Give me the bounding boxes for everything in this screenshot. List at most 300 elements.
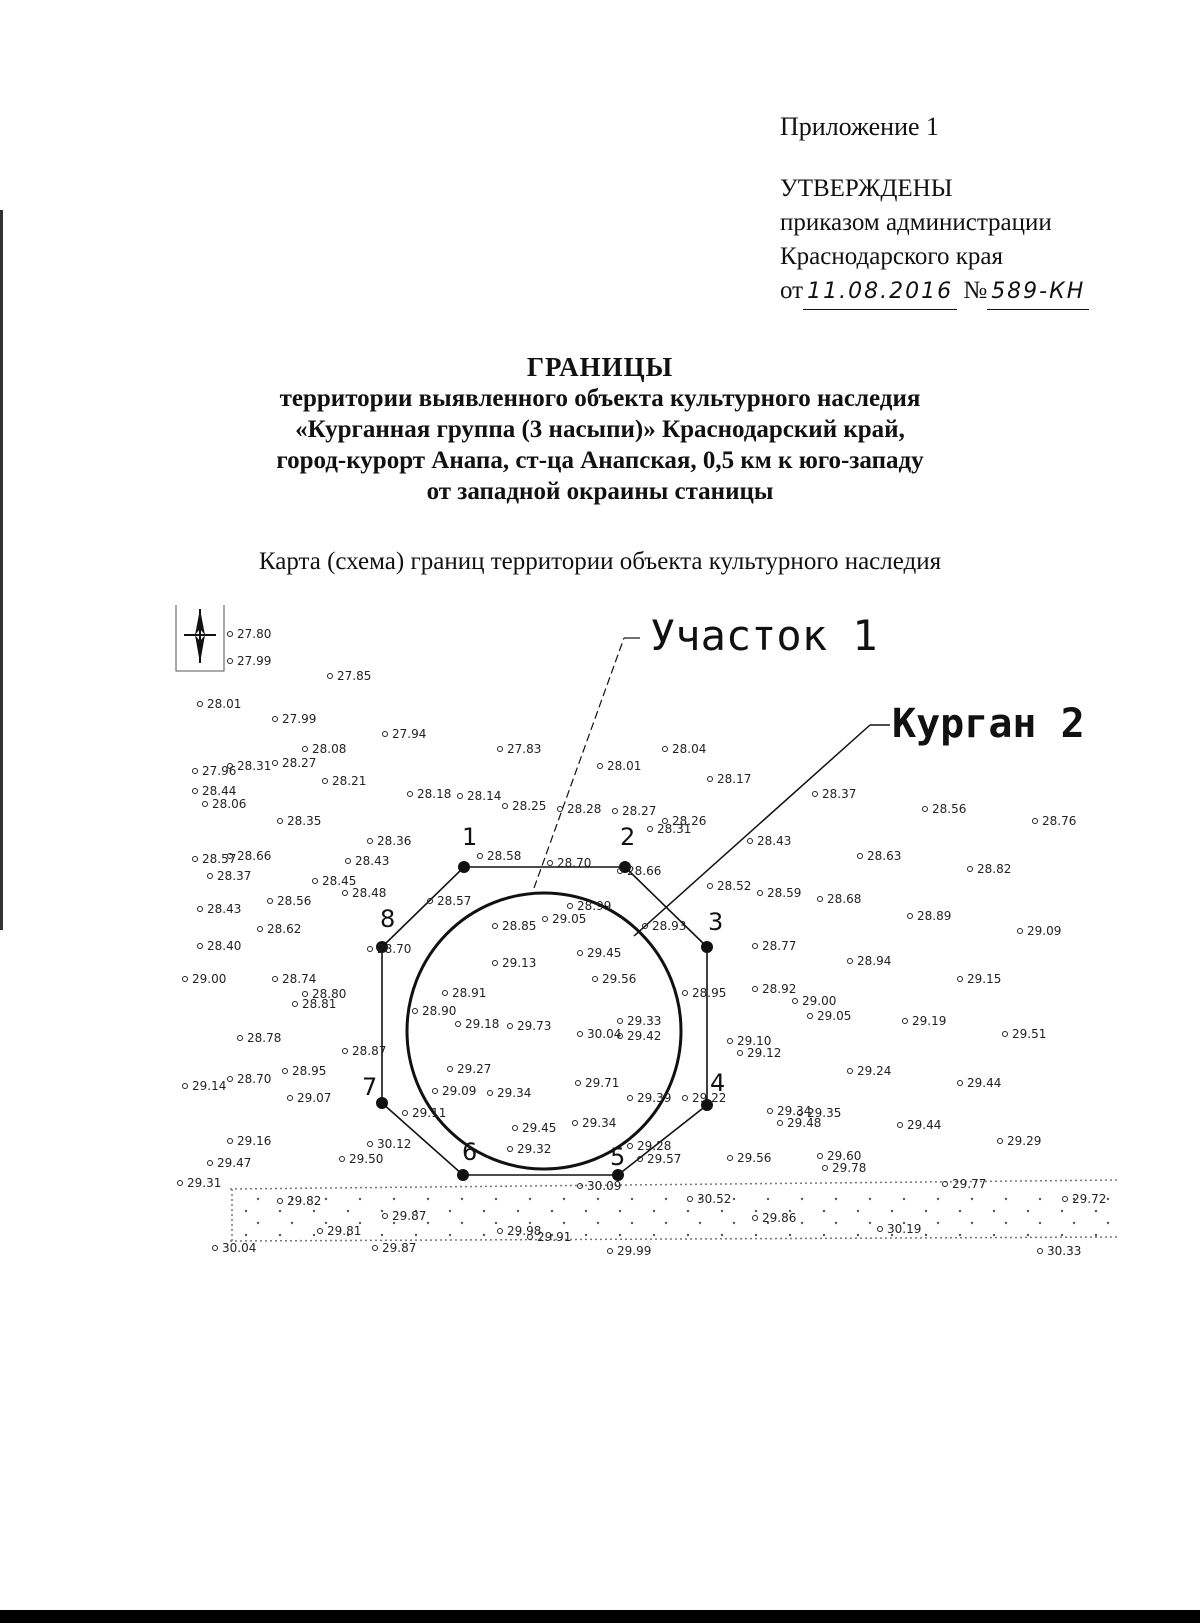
terrain-dot <box>279 1234 281 1236</box>
elevation-point-marker <box>808 1014 813 1019</box>
terrain-dot <box>449 1210 451 1212</box>
elevation-point-marker <box>548 861 553 866</box>
terrain-dot <box>1027 1234 1029 1236</box>
elevation-value: 28.70 <box>237 1072 272 1086</box>
elevation-value: 27.99 <box>282 712 317 726</box>
elevation-value: 28.78 <box>247 1031 282 1045</box>
terrain-dot <box>755 1234 757 1236</box>
vertex-7 <box>376 1097 388 1109</box>
elevation-value: 29.60 <box>827 1149 862 1163</box>
terrain-dot <box>1039 1198 1041 1200</box>
elevation-point-marker <box>508 1024 513 1029</box>
elevation-value: 29.71 <box>585 1076 620 1090</box>
elevation-point-marker <box>708 884 713 889</box>
vertex-label-1: 1 <box>462 823 478 851</box>
elevation-point-marker <box>898 1123 903 1128</box>
terrain-dot <box>313 1234 315 1236</box>
elevation-value: 28.27 <box>282 756 317 770</box>
elevation-value: 29.16 <box>237 1134 272 1148</box>
terrain-dot <box>721 1210 723 1212</box>
terrain-dot <box>755 1210 757 1212</box>
terrain-dot <box>415 1234 417 1236</box>
terrain-dot <box>551 1210 553 1212</box>
date-prefix: от <box>780 277 804 304</box>
elevation-value: 29.47 <box>217 1156 252 1170</box>
elevation-value: 29.35 <box>807 1106 842 1120</box>
terrain-dot <box>801 1222 803 1224</box>
elevation-value: 29.42 <box>627 1029 662 1043</box>
terrain-dot <box>585 1234 587 1236</box>
terrain-dot <box>801 1198 803 1200</box>
elevation-point-marker <box>628 1096 633 1101</box>
elevation-value: 28.27 <box>622 804 657 818</box>
elevation-value: 28.80 <box>312 987 347 1001</box>
terrain-dot <box>869 1198 871 1200</box>
elevation-value: 29.78 <box>832 1161 867 1175</box>
elevation-point-marker <box>346 859 351 864</box>
order-number: 589-КН <box>987 275 1089 310</box>
elevation-value: 30.04 <box>222 1241 257 1255</box>
terrain-dot <box>347 1210 349 1212</box>
elevation-point-marker <box>818 897 823 902</box>
vertex-6 <box>457 1169 469 1181</box>
terrain-dot <box>257 1198 259 1200</box>
elevation-point-marker <box>493 924 498 929</box>
elevation-point-marker <box>628 1144 633 1149</box>
elevation-value: 28.62 <box>267 922 302 936</box>
terrain-dot <box>245 1210 247 1212</box>
terrain-dot <box>619 1234 621 1236</box>
elevation-point-marker <box>573 1121 578 1126</box>
terrain-dot <box>891 1210 893 1212</box>
elevation-value: 28.43 <box>207 902 242 916</box>
elevation-point-marker <box>198 907 203 912</box>
vertex-label-6: 6 <box>462 1138 478 1166</box>
elevation-value: 29.09 <box>1027 924 1062 938</box>
elevation-value: 28.45 <box>322 874 357 888</box>
elevation-point-marker <box>848 1069 853 1074</box>
terrain-dot <box>665 1222 667 1224</box>
elevation-point-marker <box>208 1161 213 1166</box>
elevation-value: 27.85 <box>337 669 372 683</box>
terrain-dot <box>993 1210 995 1212</box>
title-line-1: территории выявленного объекта культурного наследия <box>279 385 921 412</box>
document-title <box>0 352 1200 507</box>
elevation-value: 29.45 <box>587 946 622 960</box>
approved-word: УТВЕРЖДЕНЫ <box>780 175 953 202</box>
elevation-point-marker <box>908 914 913 919</box>
elevation-value: 29.34 <box>582 1116 617 1130</box>
elevation-value: 29.39 <box>637 1091 672 1105</box>
terrain-dot <box>1107 1198 1109 1200</box>
elevation-point-marker <box>273 977 278 982</box>
elevation-point-marker <box>228 1077 233 1082</box>
elevation-value: 29.44 <box>967 1076 1002 1090</box>
terrain-dot <box>721 1234 723 1236</box>
elevation-value: 28.37 <box>822 787 857 801</box>
elevation-value: 29.99 <box>617 1244 652 1258</box>
elevation-point-marker <box>488 1091 493 1096</box>
vertex-1 <box>458 861 470 873</box>
elevation-value: 29.57 <box>647 1152 682 1166</box>
elevation-point-marker <box>958 977 963 982</box>
terrain-dot <box>767 1198 769 1200</box>
elevation-point-marker <box>958 1081 963 1086</box>
elevation-point-marker <box>203 802 208 807</box>
elevation-point-marker <box>608 1249 613 1254</box>
elevation-value: 28.36 <box>377 834 412 848</box>
terrain-dot <box>993 1234 995 1236</box>
terrain-dot <box>823 1234 825 1236</box>
terrain-dot <box>585 1210 587 1212</box>
elevation-point-marker <box>728 1156 733 1161</box>
map-caption: Карта (схема) границ территории объекта культурного наследия <box>258 548 942 575</box>
terrain-dot <box>359 1198 361 1200</box>
terrain-dot <box>733 1198 735 1200</box>
terrain-dot <box>427 1222 429 1224</box>
terrain-dot <box>381 1210 383 1212</box>
elevation-value: 28.04 <box>672 742 707 756</box>
terrain-dot <box>1061 1234 1063 1236</box>
terrain-dot <box>1095 1210 1097 1212</box>
elevation-value: 29.24 <box>857 1064 892 1078</box>
elevation-point-marker <box>858 854 863 859</box>
terrain-band <box>230 1180 1120 1241</box>
elevation-value: 29.50 <box>349 1152 384 1166</box>
approved-region: Краснодарского края <box>780 243 1003 270</box>
elevation-value: 29.09 <box>442 1084 477 1098</box>
elevation-value: 28.70 <box>377 942 412 956</box>
elevation-point-marker <box>753 987 758 992</box>
elevation-value: 28.17 <box>717 772 752 786</box>
elevation-value: 28.40 <box>207 939 242 953</box>
elevation-point-marker <box>198 944 203 949</box>
terrain-dot <box>291 1222 293 1224</box>
title-line-2: «Курганная группа (3 насыпи)» Краснодарский край, <box>295 416 905 443</box>
elevation-value: 29.77 <box>952 1177 987 1191</box>
elevation-point-marker <box>578 951 583 956</box>
elevation-value: 27.94 <box>392 727 427 741</box>
elevation-value: 29.56 <box>602 972 637 986</box>
elevation-point-marker <box>688 1197 693 1202</box>
terrain-dot <box>325 1198 327 1200</box>
terrain-dot <box>1073 1222 1075 1224</box>
terrain-dot <box>483 1234 485 1236</box>
terrain-dot <box>257 1222 259 1224</box>
elevation-point-marker <box>568 904 573 909</box>
elevation-point-marker <box>383 1214 388 1219</box>
elevation-value: 28.18 <box>417 787 452 801</box>
elevation-value: 28.93 <box>652 919 687 933</box>
boundary-map <box>170 605 1125 1305</box>
elevation-point-marker <box>278 1199 283 1204</box>
approved-by-order: приказом администрации <box>780 209 1052 236</box>
elevation-point-marker <box>408 792 413 797</box>
elevation-value: 28.59 <box>767 886 802 900</box>
elevation-point-marker <box>1003 1032 1008 1037</box>
elevation-value: 29.05 <box>817 1009 852 1023</box>
elevation-point-marker <box>558 807 563 812</box>
elevation-value: 28.08 <box>312 742 347 756</box>
elevation-value: 28.95 <box>292 1064 327 1078</box>
elevation-point-marker <box>228 659 233 664</box>
terrain-dot <box>495 1198 497 1200</box>
elevation-value: 30.04 <box>587 1027 622 1041</box>
elevation-point-marker <box>738 1051 743 1056</box>
elevation-point-marker <box>178 1181 183 1186</box>
elevation-value: 29.00 <box>192 972 227 986</box>
elevation-point-marker <box>618 1019 623 1024</box>
elevation-value: 29.18 <box>465 1017 500 1031</box>
elevation-point-marker <box>403 1111 408 1116</box>
terrain-dot <box>279 1210 281 1212</box>
elevation-point-marker <box>818 1154 823 1159</box>
elevation-value: 28.89 <box>917 909 952 923</box>
elevation-point-marker <box>268 899 273 904</box>
elevation-point-marker <box>273 717 278 722</box>
elevation-value: 29.51 <box>1012 1027 1047 1041</box>
elevation-value: 30.09 <box>587 1179 622 1193</box>
elevation-value: 30.52 <box>697 1192 732 1206</box>
terrain-dot <box>823 1210 825 1212</box>
vertex-3 <box>701 941 713 953</box>
elevation-value: 28.43 <box>355 854 390 868</box>
elevation-point-marker <box>758 891 763 896</box>
terrain-dot <box>631 1198 633 1200</box>
elevation-point-marker <box>968 867 973 872</box>
elevation-point-marker <box>193 857 198 862</box>
terrain-dot <box>529 1198 531 1200</box>
elevation-value: 29.13 <box>502 956 537 970</box>
elevation-point-marker <box>498 1229 503 1234</box>
terrain-dot <box>857 1210 859 1212</box>
elevation-value: 27.96 <box>202 764 237 778</box>
elevation-value: 27.83 <box>507 742 542 756</box>
elevation-value: 29.34 <box>777 1104 812 1118</box>
elevation-value: 28.68 <box>827 892 862 906</box>
elevation-value: 28.85 <box>502 919 537 933</box>
elevation-value: 29.81 <box>327 1224 362 1238</box>
elevation-point-marker <box>728 1039 733 1044</box>
terrain-dot <box>495 1222 497 1224</box>
elevation-value: 29.82 <box>287 1194 322 1208</box>
elevation-point-marker <box>848 959 853 964</box>
elevation-value: 28.28 <box>567 802 602 816</box>
elevation-value: 29.33 <box>627 1014 662 1028</box>
elevation-point-marker <box>193 769 198 774</box>
elevation-value: 29.73 <box>517 1019 552 1033</box>
elevation-value: 28.56 <box>277 894 312 908</box>
terrain-dot <box>665 1198 667 1200</box>
elevation-value: 28.57 <box>437 894 472 908</box>
terrain-dot <box>653 1234 655 1236</box>
elevation-point-marker <box>1033 819 1038 824</box>
terrain-dot <box>1027 1210 1029 1212</box>
terrain-dot <box>483 1210 485 1212</box>
elevation-point-marker <box>413 1009 418 1014</box>
elevation-point-marker <box>478 854 483 859</box>
elevation-value: 28.56 <box>932 802 967 816</box>
elevation-value: 28.31 <box>237 759 272 773</box>
terrain-dot <box>733 1222 735 1224</box>
terrain-dot <box>653 1210 655 1212</box>
elevation-value: 28.82 <box>977 862 1012 876</box>
elevation-value: 28.48 <box>352 886 387 900</box>
label-mound: Курган 2 <box>892 701 1085 747</box>
terrain-dot <box>925 1234 927 1236</box>
elevation-point-marker <box>323 779 328 784</box>
terrain-dot <box>925 1210 927 1212</box>
terrain-dot <box>1005 1198 1007 1200</box>
terrain-dot <box>835 1198 837 1200</box>
elevation-point-marker <box>433 1089 438 1094</box>
elevation-point-marker <box>578 1032 583 1037</box>
elevation-value: 29.31 <box>187 1176 222 1190</box>
elevation-value: 28.35 <box>287 814 322 828</box>
terrain-dot <box>449 1234 451 1236</box>
elevation-value: 29.00 <box>802 994 837 1008</box>
elevation-value: 28.94 <box>857 954 892 968</box>
elevation-value: 28.52 <box>717 879 752 893</box>
elevation-point-marker <box>193 789 198 794</box>
elevation-point-marker <box>1063 1197 1068 1202</box>
elevation-value: 28.81 <box>302 997 337 1011</box>
elevation-point-marker <box>683 991 688 996</box>
elevation-value: 29.29 <box>1007 1134 1042 1148</box>
terrain-dot <box>687 1210 689 1212</box>
elevation-point-marker <box>753 944 758 949</box>
elevation-point-marker <box>878 1227 883 1232</box>
elevation-point-marker <box>768 1109 773 1114</box>
terrain-dot <box>1095 1234 1097 1236</box>
elevation-value: 28.01 <box>207 697 242 711</box>
elevation-value: 29.14 <box>192 1079 227 1093</box>
label-plot: Участок 1 <box>650 611 878 660</box>
elevation-point-marker <box>303 992 308 997</box>
scan-edge-bottom <box>0 1610 1200 1623</box>
elevation-value: 28.66 <box>627 864 662 878</box>
elevation-point-marker <box>498 747 503 752</box>
elevation-value: 28.63 <box>867 849 902 863</box>
elevation-point-marker <box>663 747 668 752</box>
terrain-dot <box>461 1222 463 1224</box>
elevation-value: 28.95 <box>692 986 727 1000</box>
elevation-point-marker <box>998 1139 1003 1144</box>
elevation-point-marker <box>456 1022 461 1027</box>
elevation-value: 29.05 <box>552 912 587 926</box>
approval-block <box>780 172 1089 310</box>
elevation-value: 29.27 <box>457 1062 492 1076</box>
elevation-value: 28.26 <box>672 814 707 828</box>
elevation-value: 29.15 <box>967 972 1002 986</box>
terrain-dot <box>869 1222 871 1224</box>
elevation-value: 29.12 <box>747 1046 782 1060</box>
vertex-label-5: 5 <box>610 1143 626 1171</box>
terrain-dot <box>1107 1222 1109 1224</box>
title-main: ГРАНИЦЫ <box>526 352 674 382</box>
elevation-point-marker <box>368 1142 373 1147</box>
elevation-point-marker <box>228 1139 233 1144</box>
elevation-value: 29.28 <box>637 1139 672 1153</box>
terrain-dot <box>789 1234 791 1236</box>
elevation-point-marker <box>343 891 348 896</box>
elevation-value: 29.86 <box>762 1211 797 1225</box>
elevation-point-marker <box>748 839 753 844</box>
terrain-dot <box>699 1222 701 1224</box>
elevation-value: 28.21 <box>332 774 367 788</box>
elevation-point-marker <box>343 1049 348 1054</box>
elevation-point-marker <box>903 1019 908 1024</box>
terrain-dot <box>1061 1210 1063 1212</box>
terrain-dot <box>631 1222 633 1224</box>
title-line-4: от западной окраины станицы <box>426 478 774 505</box>
elevation-value: 28.99 <box>577 899 612 913</box>
elevation-value: 29.72 <box>1072 1192 1107 1206</box>
elevation-value: 30.19 <box>887 1222 922 1236</box>
elevation-value: 27.80 <box>237 627 272 641</box>
elevation-value: 28.74 <box>282 972 317 986</box>
elevation-point-marker <box>258 927 263 932</box>
elevation-value: 28.76 <box>1042 814 1077 828</box>
elevation-point-marker <box>708 777 713 782</box>
elevation-value: 29.34 <box>497 1086 532 1100</box>
elevation-point-marker <box>753 1216 758 1221</box>
elevation-value: 28.01 <box>607 759 642 773</box>
terrain-dot <box>687 1234 689 1236</box>
terrain-dot <box>597 1222 599 1224</box>
elevation-value: 28.70 <box>557 856 592 870</box>
elevation-point-marker <box>543 917 548 922</box>
elevation-point-marker <box>823 1166 828 1171</box>
order-date-line <box>780 274 1089 310</box>
elevation-value: 29.19 <box>912 1014 947 1028</box>
terrain-dot <box>959 1234 961 1236</box>
elevation-point-marker <box>228 632 233 637</box>
elevation-value: 27.99 <box>237 654 272 668</box>
terrain-dot <box>971 1222 973 1224</box>
terrain-dot <box>971 1198 973 1200</box>
elevation-point-marker <box>648 827 653 832</box>
elevation-value: 29.07 <box>297 1091 332 1105</box>
terrain-dot <box>1005 1222 1007 1224</box>
elevation-point-marker <box>303 747 308 752</box>
elevation-point-marker <box>368 839 373 844</box>
elevation-value: 29.87 <box>382 1241 417 1255</box>
terrain-dot <box>1039 1222 1041 1224</box>
terrain-dot <box>959 1210 961 1212</box>
elevation-point-marker <box>793 999 798 1004</box>
terrain-dot <box>937 1222 939 1224</box>
elevation-point-marker <box>503 804 508 809</box>
elevation-point-marker <box>273 761 278 766</box>
elevation-value: 29.98 <box>507 1224 542 1238</box>
elevation-point-marker <box>493 961 498 966</box>
elevation-value: 28.43 <box>757 834 792 848</box>
elevation-point-marker <box>443 991 448 996</box>
elevation-point-marker <box>1038 1249 1043 1254</box>
elevation-value: 29.44 <box>907 1118 942 1132</box>
elevation-value: 28.57 <box>202 852 237 866</box>
elevation-value: 29.91 <box>537 1230 572 1244</box>
elevation-value: 28.44 <box>202 784 237 798</box>
elevation-point-marker <box>183 977 188 982</box>
elevation-value: 29.10 <box>737 1034 772 1048</box>
elevation-value: 28.37 <box>217 869 252 883</box>
vertex-label-4: 4 <box>710 1069 726 1097</box>
elevation-value: 28.92 <box>762 982 797 996</box>
terrain-dot <box>597 1198 599 1200</box>
elevation-point-marker <box>613 809 618 814</box>
